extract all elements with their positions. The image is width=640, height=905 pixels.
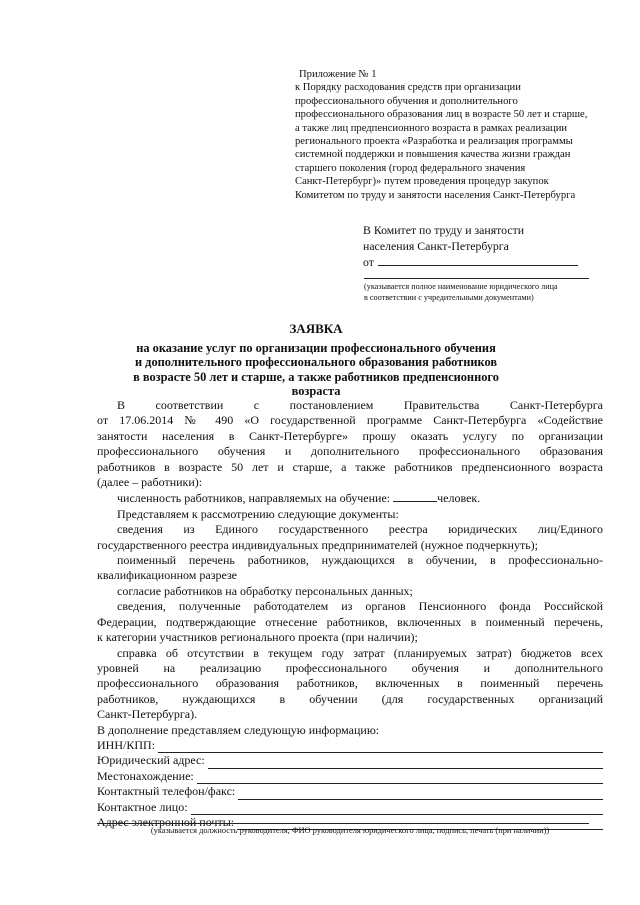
doc-item-line: справка об отсутствии в текущем году затрат (планируемых затрат) бюджетов всех: [117, 645, 603, 660]
title-line: и дополнительного профессионального образования работников: [134, 355, 498, 369]
field-line[interactable]: [238, 787, 603, 800]
legal-address-field[interactable]: [97, 753, 603, 768]
inn-kpp-field[interactable]: [97, 738, 603, 753]
signature-line[interactable]: [97, 823, 589, 824]
doc-item-line: поименный перечень работников, нуждающихся в обучении, в профессионально-: [117, 553, 603, 568]
signature-note: (указывается должность руководителя, ФИО руководителя юридического лица, подпись, печать (при наличии)): [150, 826, 550, 835]
doc-item-line: квалификационном разрезе: [97, 568, 238, 583]
appendix-block: [295, 68, 615, 202]
title-line: возраста: [291, 384, 341, 398]
appendix-line: системной поддержки и повышения качества жизни граждан: [295, 149, 571, 161]
field-label: ИНН/КПП:: [97, 737, 156, 752]
intro-line: от 17.06.2014 № 490 «О государственной программе Санкт-Петербурга «Содействие: [97, 413, 603, 428]
appendix-heading: Приложение № 1: [299, 69, 377, 80]
field-line[interactable]: [158, 740, 603, 753]
doc-item-line: Санкт-Петербурга).: [97, 707, 198, 722]
intro-line: В соответствии с постановлением Правительства Санкт-Петербурга: [117, 398, 603, 412]
recipient-note-line: в соответствии с учредительными документами): [364, 293, 534, 302]
documents-intro: Представляем к рассмотрению следующие документы:: [117, 506, 399, 521]
phone-fax-field[interactable]: [97, 784, 603, 799]
field-label: Местонахождение:: [97, 768, 194, 783]
field-label: Контактный телефон/факс:: [97, 784, 236, 799]
recipient-note: [364, 281, 604, 303]
doc-item-line: профессионального образования работников, включенных в поименный перечень: [97, 676, 603, 691]
title-line: на оказание услуг по организации профессионального обучения: [136, 340, 496, 355]
appendix-line: профессионального обучения и дополнительного: [295, 95, 518, 107]
recipient-line: В Комитет по труду и занятости: [363, 223, 525, 237]
recipient-block: [363, 222, 603, 270]
doc-item-line: сведения из Единого государственного реестра юридических лиц/Единого: [117, 522, 603, 537]
doc-item-line: согласие работников на обработку персональных данных;: [117, 583, 413, 598]
worker-count-field[interactable]: [393, 490, 437, 502]
field-label: Контактное лицо:: [97, 799, 188, 814]
worker-count-line: [97, 490, 603, 506]
appendix-line: профессионального образования лиц в возрасте 50 лет и старше,: [295, 109, 588, 121]
intro-line: (далее – работники):: [97, 475, 203, 490]
from-blank-field[interactable]: [378, 254, 578, 266]
doc-item-line: государственного реестра индивидуальных предпринимателей (нужное подчеркнуть);: [97, 537, 539, 552]
application-body: [97, 398, 603, 830]
from-label: от: [363, 255, 374, 269]
intro-line: занятости населения в Санкт-Петербурге» прошу оказать услугу по организации: [97, 428, 603, 443]
document-title: [60, 322, 572, 399]
field-label: Юридический адрес:: [97, 753, 205, 768]
appendix-line: а также лиц предпенсионного возраста в рамках реализации: [295, 122, 568, 134]
count-suffix: человек.: [437, 491, 481, 506]
intro-line: профессионального обучения и дополнительного профессионального образования: [97, 444, 603, 459]
field-line[interactable]: [191, 802, 603, 815]
recipient-note-line: (указывается полное наименование юридического лица: [364, 282, 558, 291]
field-line[interactable]: [197, 771, 603, 784]
title-main: ЗАЯВКА: [289, 321, 343, 336]
count-prefix: численность работников, направляемых на обучение:: [117, 491, 391, 506]
title-line: в возрасте 50 лет и старше, а также работников предпенсионного: [133, 369, 499, 384]
recipient-name-line[interactable]: [364, 278, 589, 279]
field-line[interactable]: [208, 756, 603, 769]
appendix-line: Санкт-Петербург)» путем проведения процедур закупок: [295, 176, 549, 188]
recipient-from: [363, 254, 603, 270]
additional-info-intro: В дополнение представляем следующую информацию:: [97, 722, 380, 737]
field-label: Адрес электронной почты:: [97, 814, 235, 829]
appendix-line: регионального проекта «Разработка и реализация программы: [295, 136, 573, 148]
appendix-line: Комитетом по труду и занятости населения Санкт-Петербурга: [295, 189, 576, 201]
location-field[interactable]: [97, 769, 603, 784]
recipient-line: населения Санкт-Петербурга: [363, 239, 509, 253]
doc-item-line: уровней на реализацию профессионального обучения и дополнительного: [97, 660, 603, 675]
doc-item-line: Федерации, подтверждающие отнесение работников, включенных в поименный перечень,: [97, 614, 603, 629]
appendix-line: старшего поколения (город федерального значения: [295, 162, 526, 174]
intro-line: работников в возрасте 50 лет и старше, а также работников предпенсионного возраста: [97, 459, 603, 474]
doc-item-line: к категории участников регионального проекта (при наличии);: [97, 630, 418, 645]
contact-person-field[interactable]: [97, 800, 603, 815]
doc-item-line: работников, нуждающихся в обучении (для государственных организаций: [97, 691, 603, 706]
appendix-line: к Порядку расходования средств при организации: [295, 82, 521, 94]
doc-item-line: сведения, полученные работодателем из органов Пенсионного фонда Российской: [117, 599, 603, 614]
